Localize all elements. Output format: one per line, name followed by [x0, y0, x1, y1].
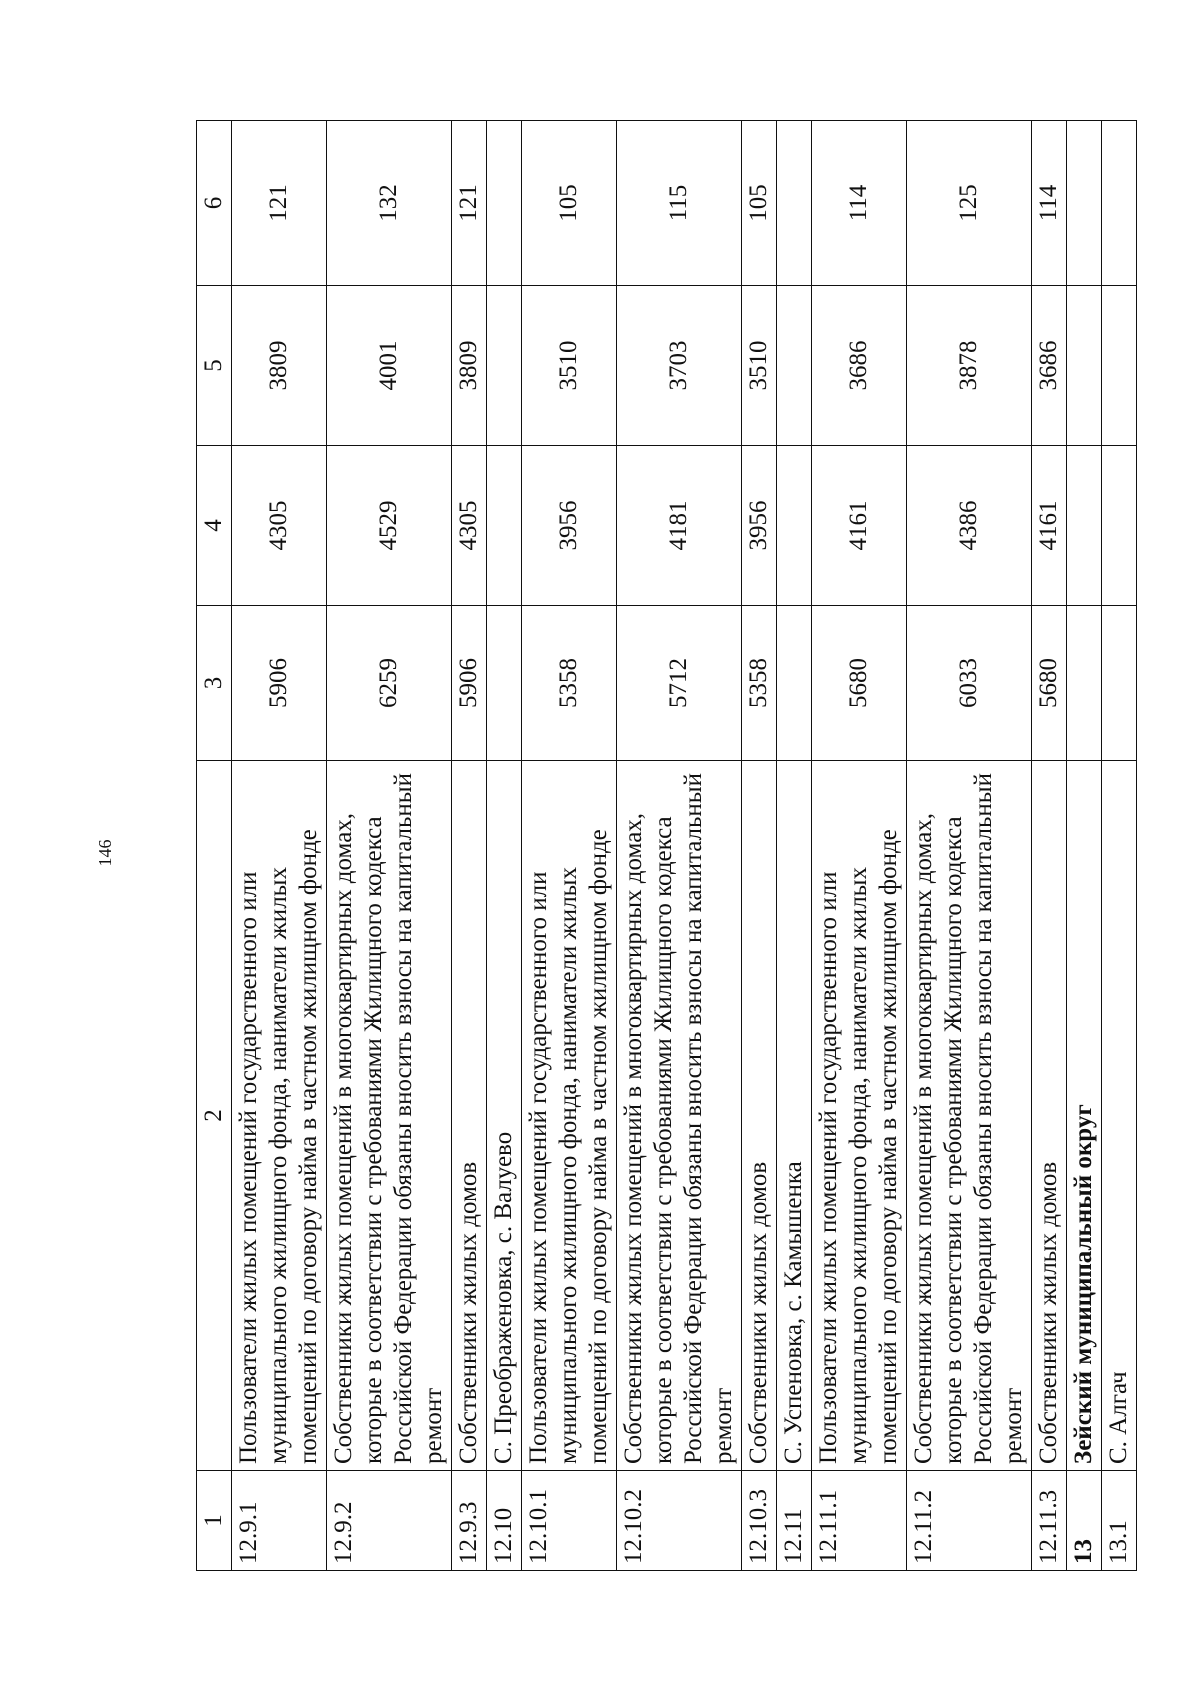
- table-row: [522, 121, 617, 1571]
- row-value-col6: 125: [907, 121, 1032, 286]
- column-header-5: 5: [197, 286, 232, 446]
- row-description: Пользователи жилых помещений государственного или муниципального жилищного фонда, наниматели жилых помещений по договору найма в частном жилищном фонде: [812, 761, 907, 1471]
- row-code: 13: [1067, 1471, 1102, 1571]
- row-value-col3: [487, 606, 522, 761]
- row-value-col3: 6259: [327, 606, 452, 761]
- row-value-col6: 105: [742, 121, 777, 286]
- row-value-col5: 3510: [522, 286, 617, 446]
- column-header-1: 1: [197, 1471, 232, 1571]
- row-code: 13.1: [1102, 1471, 1137, 1571]
- row-code: 12.9.1: [232, 1471, 327, 1571]
- row-value-col3: 5680: [1032, 606, 1067, 761]
- row-value-col4: 4386: [907, 446, 1032, 606]
- table-row: [232, 121, 327, 1571]
- row-value-col3: 5358: [522, 606, 617, 761]
- column-header-6: 6: [197, 121, 232, 286]
- row-value-col5: 3510: [742, 286, 777, 446]
- page-number: 146: [95, 839, 115, 867]
- row-code: 12.9.2: [327, 1471, 452, 1571]
- row-value-col3: 5712: [617, 606, 742, 761]
- row-description: Пользователи жилых помещений государственного или муниципального жилищного фонда, наниматели жилых помещений по договору найма в частном жилищном фонде: [522, 761, 617, 1471]
- row-code: 12.11.3: [1032, 1471, 1067, 1571]
- row-value-col6: 114: [1032, 121, 1067, 286]
- row-value-col3: 5680: [812, 606, 907, 761]
- row-value-col5: 3686: [1032, 286, 1067, 446]
- row-value-col4: 3956: [742, 446, 777, 606]
- row-value-col4: 4305: [452, 446, 487, 606]
- table-row: [742, 121, 777, 1571]
- row-value-col5: 3878: [907, 286, 1032, 446]
- table-row: [777, 121, 812, 1571]
- row-description: Собственники жилых домов: [452, 761, 487, 1471]
- row-value-col4: 4161: [812, 446, 907, 606]
- row-description: Собственники жилых домов: [1032, 761, 1067, 1471]
- row-description: Собственники жилых помещений в многоквартирных домах, которые в соответствии с требованиями Жилищного кодекса Российской Федерации обязаны вносить взносы на капитальный ремонт: [327, 761, 452, 1471]
- row-description: Зейский муниципальный округ: [1067, 761, 1102, 1471]
- row-value-col3: 5358: [742, 606, 777, 761]
- table-row: [1032, 121, 1067, 1571]
- row-value-col6: 105: [522, 121, 617, 286]
- table-row: [617, 121, 742, 1571]
- row-value-col6: 114: [812, 121, 907, 286]
- row-value-col5: 3809: [232, 286, 327, 446]
- row-value-col6: [1067, 121, 1102, 286]
- row-value-col6: [487, 121, 522, 286]
- row-value-col6: 132: [327, 121, 452, 286]
- row-value-col5: [1067, 286, 1102, 446]
- table-header-row: [197, 121, 232, 1571]
- row-value-col5: 3809: [452, 286, 487, 446]
- row-description: Собственники жилых помещений в многоквартирных домах, которые в соответствии с требованиями Жилищного кодекса Российской Федерации обязаны вносить взносы на капитальный ремонт: [617, 761, 742, 1471]
- row-value-col4: [1102, 446, 1137, 606]
- table-row: [812, 121, 907, 1571]
- row-value-col5: 3686: [812, 286, 907, 446]
- row-code: 12.11.2: [907, 1471, 1032, 1571]
- row-value-col4: 4161: [1032, 446, 1067, 606]
- row-description: С. Успеновка, с. Камышенка: [777, 761, 812, 1471]
- row-code: 12.9.3: [452, 1471, 487, 1571]
- row-value-col5: [777, 286, 812, 446]
- row-value-col6: 121: [452, 121, 487, 286]
- column-header-4: 4: [197, 446, 232, 606]
- row-code: 12.11.1: [812, 1471, 907, 1571]
- row-description: Собственники жилых помещений в многоквартирных домах, которые в соответствии с требованиями Жилищного кодекса Российской Федерации обязаны вносить взносы на капитальный ремонт: [907, 761, 1032, 1471]
- row-value-col4: 4305: [232, 446, 327, 606]
- row-description: С. Алгач: [1102, 761, 1137, 1471]
- row-value-col4: 4529: [327, 446, 452, 606]
- table-row: [1102, 121, 1137, 1571]
- row-value-col6: 121: [232, 121, 327, 286]
- row-value-col6: [777, 121, 812, 286]
- rotated-table-wrapper: [196, 121, 1132, 1571]
- row-value-col4: 4181: [617, 446, 742, 606]
- row-code: 12.10.1: [522, 1471, 617, 1571]
- row-value-col6: 115: [617, 121, 742, 286]
- row-description: Пользователи жилых помещений государственного или муниципального жилищного фонда, наниматели жилых помещений по договору найма в частном жилищном фонде: [232, 761, 327, 1471]
- row-description: Собственники жилых домов: [742, 761, 777, 1471]
- row-value-col6: [1102, 121, 1137, 286]
- row-value-col3: [1102, 606, 1137, 761]
- table-row: [452, 121, 487, 1571]
- row-value-col4: [777, 446, 812, 606]
- row-value-col3: [1067, 606, 1102, 761]
- row-code: 12.11: [777, 1471, 812, 1571]
- row-value-col5: 4001: [327, 286, 452, 446]
- row-value-col5: 3703: [617, 286, 742, 446]
- table-body: [232, 121, 1137, 1571]
- row-value-col3: 6033: [907, 606, 1032, 761]
- tariff-table: [196, 120, 1137, 1571]
- row-value-col4: [1067, 446, 1102, 606]
- row-description: С. Преображеновка, с. Валуево: [487, 761, 522, 1471]
- row-value-col4: [487, 446, 522, 606]
- table-row: [907, 121, 1032, 1571]
- column-header-3: 3: [197, 606, 232, 761]
- row-code: 12.10: [487, 1471, 522, 1571]
- row-value-col3: [777, 606, 812, 761]
- row-value-col4: 3956: [522, 446, 617, 606]
- table-row: [327, 121, 452, 1571]
- row-value-col3: 5906: [232, 606, 327, 761]
- row-code: 12.10.2: [617, 1471, 742, 1571]
- row-value-col5: [1102, 286, 1137, 446]
- row-code: 12.10.3: [742, 1471, 777, 1571]
- table-row: [487, 121, 522, 1571]
- row-value-col5: [487, 286, 522, 446]
- column-header-2: 2: [197, 761, 232, 1471]
- row-value-col3: 5906: [452, 606, 487, 761]
- table-row: [1067, 121, 1102, 1571]
